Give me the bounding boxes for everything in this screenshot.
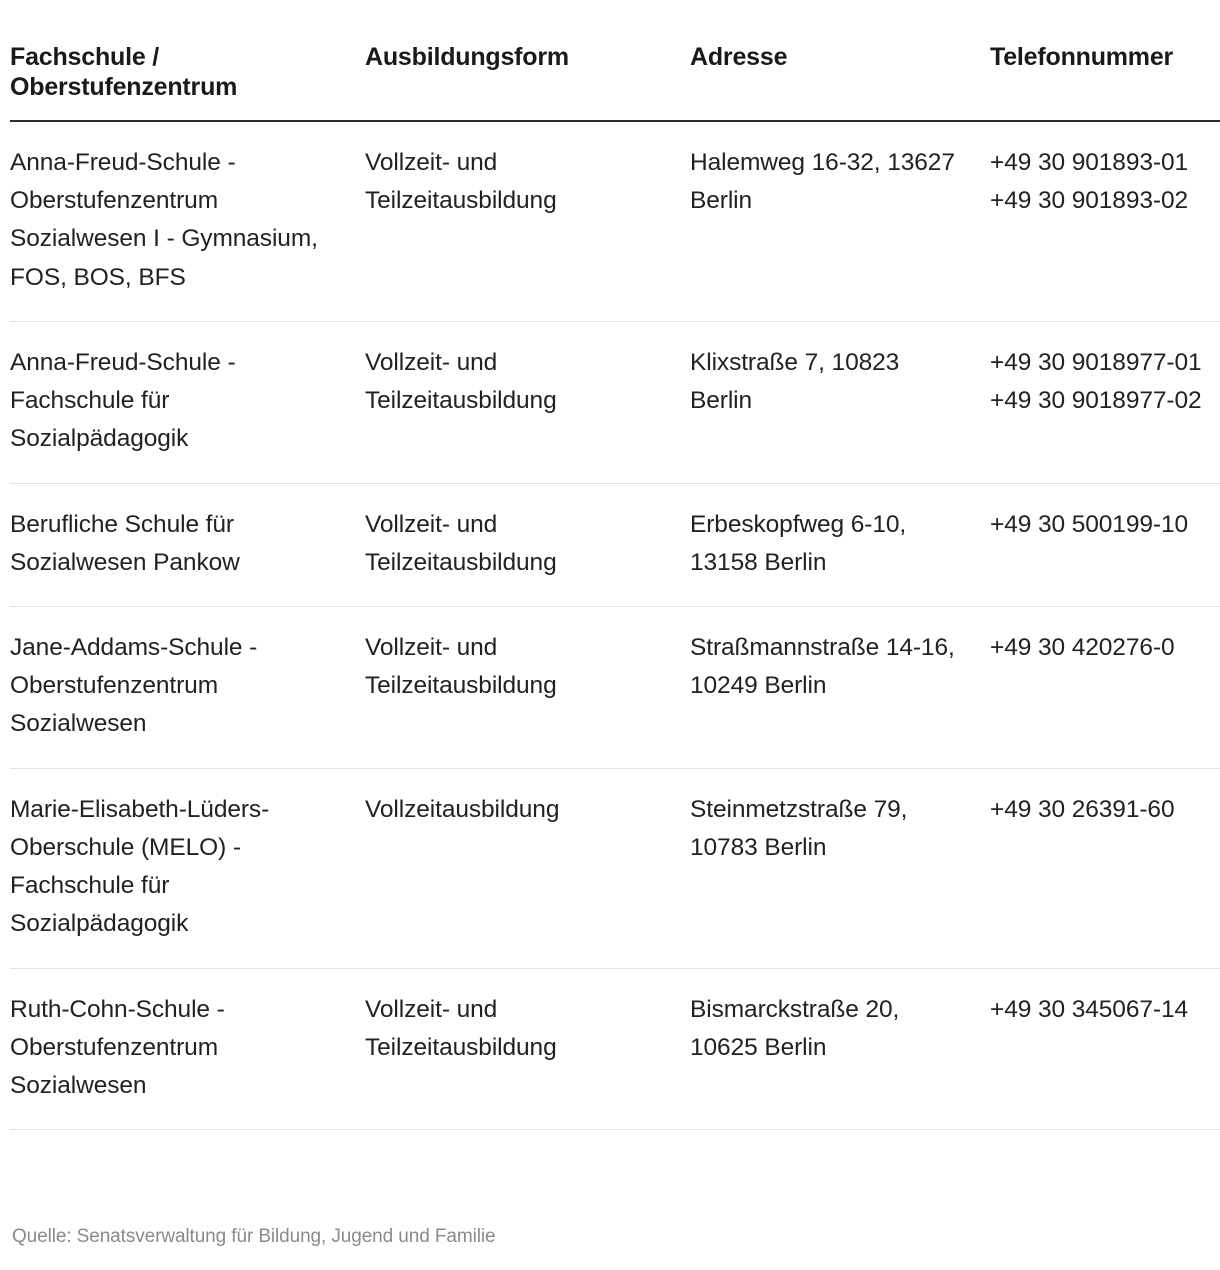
cell-school: Berufliche Schule für Sozialwesen Pankow — [10, 483, 365, 606]
cell-school: Marie-Elisabeth-Lüders-Oberschule (MELO) - Fachschule für Sozialpädagogik — [10, 768, 365, 968]
column-header-phone: Telefonnummer — [990, 42, 1220, 121]
cell-phone: +49 30 26391-60 — [990, 768, 1220, 968]
cell-training-form: Vollzeitausbildung — [365, 768, 690, 968]
cell-address: Halemweg 16-32, 13627 Berlin — [690, 121, 990, 321]
cell-training-form: Vollzeit- und Teilzeitausbildung — [365, 321, 690, 483]
cell-phone: +49 30 9018977-01 +49 30 9018977-02 — [990, 321, 1220, 483]
table-header — [10, 42, 1220, 121]
table-row — [10, 121, 1220, 321]
cell-school: Anna-Freud-Schule - Fachschule für Sozialpädagogik — [10, 321, 365, 483]
column-header-address: Adresse — [690, 42, 990, 121]
cell-training-form: Vollzeit- und Teilzeitausbildung — [365, 121, 690, 321]
column-header-training-form: Ausbildungsform — [365, 42, 690, 121]
cell-address: Erbeskopfweg 6-10, 13158 Berlin — [690, 483, 990, 606]
cell-school: Anna-Freud-Schule - Oberstufenzentrum Sozialwesen I - Gymnasium, FOS, BOS, BFS — [10, 121, 365, 321]
cell-school: Jane-Addams-Schule - Oberstufenzentrum Sozialwesen — [10, 606, 365, 768]
table-row — [10, 968, 1220, 1130]
table-row — [10, 483, 1220, 606]
cell-training-form: Vollzeit- und Teilzeitausbildung — [365, 968, 690, 1130]
schools-table — [10, 42, 1220, 1130]
cell-address: Klixstraße 7, 10823 Berlin — [690, 321, 990, 483]
cell-address: Straßmannstraße 14-16, 10249 Berlin — [690, 606, 990, 768]
cell-phone: +49 30 420276-0 — [990, 606, 1220, 768]
cell-training-form: Vollzeit- und Teilzeitausbildung — [365, 483, 690, 606]
column-header-school: Fachschule / Oberstufenzentrum — [10, 42, 365, 121]
cell-phone: +49 30 345067-14 — [990, 968, 1220, 1130]
table-body — [10, 121, 1220, 1130]
cell-address: Bismarckstraße 20, 10625 Berlin — [690, 968, 990, 1130]
source-note: Quelle: Senatsverwaltung für Bildung, Jugend und Familie — [12, 1226, 496, 1247]
table-row — [10, 606, 1220, 768]
cell-school: Ruth-Cohn-Schule - Oberstufenzentrum Sozialwesen — [10, 968, 365, 1130]
table-row — [10, 768, 1220, 968]
cell-training-form: Vollzeit- und Teilzeitausbildung — [365, 606, 690, 768]
cell-phone: +49 30 901893-01 +49 30 901893-02 — [990, 121, 1220, 321]
cell-address: Steinmetzstraße 79, 10783 Berlin — [690, 768, 990, 968]
table-header-row — [10, 42, 1220, 121]
cell-phone: +49 30 500199-10 — [990, 483, 1220, 606]
table-row — [10, 321, 1220, 483]
